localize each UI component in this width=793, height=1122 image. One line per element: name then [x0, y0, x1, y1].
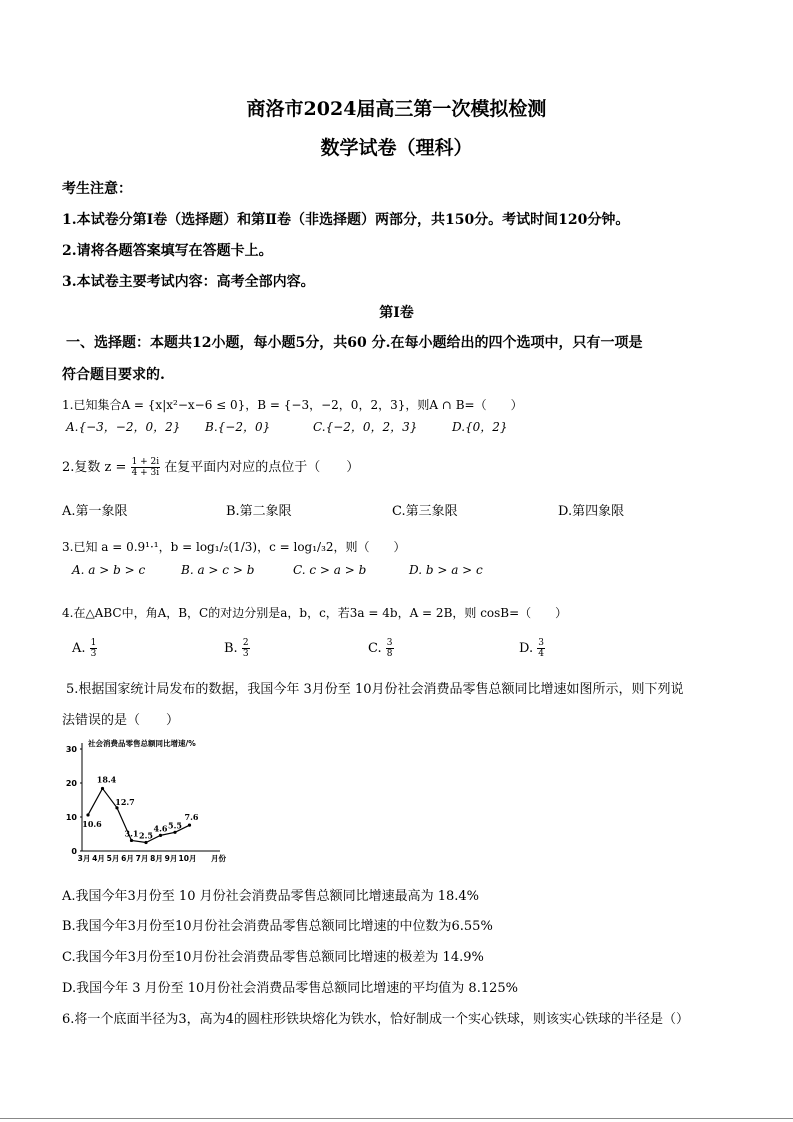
page-bottom-border	[0, 1118, 793, 1119]
question-4-stem: 4.在△ABC中，角A，B，C的对边分别是a，b，c，若3a = 4b，A = 2B，则 cosB=（ ）	[62, 606, 568, 620]
x-tick-label: 3月	[77, 854, 91, 863]
question-5-stem-cont: 法错误的是（ ）	[62, 713, 180, 728]
q1-option-a: A.{−3，−2，0，2}	[66, 420, 181, 434]
q2-option-a: A.第一象限	[62, 504, 128, 519]
x-tick-label: 10月	[178, 854, 197, 863]
q2-fraction-den: 4 + 3i	[131, 468, 160, 478]
data-label: 12.7	[115, 796, 135, 807]
q1-option-c: C.{−2，0，2，3}	[313, 420, 418, 434]
notice-item: 2.请将各题答案填写在答题卡上。	[62, 243, 273, 259]
y-tick-label: 10	[65, 813, 77, 822]
y-tick-label: 20	[65, 779, 77, 788]
q2-fraction	[131, 457, 161, 478]
frac-num: 3	[386, 638, 393, 648]
x-tick-label: 9月	[164, 854, 178, 863]
q4-option-a-frac	[90, 638, 98, 659]
q3-option-a: A. a > b > c	[72, 563, 146, 577]
frac-den: 4	[538, 649, 544, 659]
growth-line-chart	[62, 735, 232, 865]
q2-option-b: B.第二象限	[226, 504, 292, 519]
data-label: 5.5	[168, 820, 182, 831]
q2-option-d: D.第四象限	[558, 504, 625, 519]
q4-option-d-frac	[537, 638, 545, 659]
data-label: 7.6	[184, 812, 199, 823]
q1-option-d: D.{0，2}	[452, 420, 508, 434]
frac-den: 3	[90, 649, 97, 659]
notice-heading: 考生注意：	[62, 181, 132, 197]
x-axis-label: 月份	[211, 854, 226, 863]
chart-title: 社会消费品零售总额同比增速/%	[88, 739, 196, 748]
notice-item: 3.本试卷主要考试内容：高考全部内容。	[62, 274, 315, 290]
volume-title: 第Ⅰ卷	[379, 305, 414, 321]
q4-option-b	[224, 638, 250, 659]
data-label: 4.6	[153, 823, 168, 834]
frac-den: 8	[386, 649, 393, 659]
q4-option-c-label: C.	[368, 641, 382, 656]
question-6-stem: 6.将一个底面半径为3，高为4的圆柱形铁块熔化为铁水，恰好制成一个实心铁球，则该实心铁球的半径是（）	[62, 1012, 689, 1027]
q4-option-d	[519, 638, 545, 659]
q3-option-b: B. a > c > b	[181, 563, 255, 577]
data-point	[86, 813, 89, 816]
question-1-stem: 1.已知集合A = {x|x²−x−6 ≤ 0}，B = {−3，−2，0，2，3}，则A ∩ B=（ ）	[62, 398, 523, 412]
q1-option-b: B.{−2，0}	[205, 420, 271, 434]
y-tick-label: 30	[65, 745, 77, 754]
data-point	[101, 787, 104, 790]
q4-option-a	[72, 638, 97, 659]
data-label: 18.4	[96, 774, 117, 785]
q2-prefix: 2.复数 z =	[62, 460, 127, 475]
data-point	[159, 834, 162, 837]
data-label: 10.6	[82, 818, 102, 829]
q5-option-c: C.我国今年3月份至10月份社会消费品零售总额同比增速的极差为 14.9%	[62, 950, 484, 965]
q3-option-c: C. c > a > b	[293, 563, 367, 577]
q3-option-d: D. b > a > c	[409, 563, 483, 577]
x-tick-label: 6月	[121, 854, 134, 863]
question-2-stem	[62, 456, 359, 478]
question-5-stem: 5.根据国家统计局发布的数据，我国今年 3月份至 10月份社会消费品零售总额同比增速如图所示，则下列说	[66, 682, 684, 697]
data-point	[144, 841, 147, 844]
data-point	[173, 831, 176, 834]
x-tick-label: 8月	[150, 854, 163, 863]
q5-option-d: D.我国今年 3 月份至 10月份社会消费品零售总额同比增速的平均值为 8.125%	[62, 981, 519, 996]
q5-option-a: A.我国今年3月份至 10 月份社会消费品零售总额同比增速最高为 18.4%	[62, 889, 480, 904]
q4-option-c-frac	[386, 638, 394, 659]
frac-num: 1	[90, 638, 97, 648]
q4-option-a-label: A.	[72, 641, 86, 656]
notice-item: 1.本试卷分第Ⅰ卷（选择题）和第Ⅱ卷（非选择题）两部分，共150分。考试时间120分钟。	[62, 212, 630, 228]
question-3-stem: 3.已知 a = 0.9¹·¹，b = log₁/₂(1/3)，c = log₁/₃2，则（ ）	[62, 540, 406, 554]
data-point	[188, 824, 191, 827]
q2-fraction-num: 1 + 2i	[131, 457, 160, 467]
x-tick-label: 4月	[92, 854, 105, 863]
page-title: 商洛市2024届高三第一次模拟检测	[246, 98, 547, 120]
q4-option-b-frac	[242, 638, 250, 659]
section-heading: 一、选择题：本题共12小题，每小题5分，共60 分.在每小题给出的四个选项中，只有一项是	[66, 335, 643, 351]
x-tick-label: 7月	[135, 854, 149, 863]
frac-num: 2	[242, 638, 249, 648]
frac-num: 3	[538, 638, 544, 648]
x-tick-label: 5月	[106, 854, 120, 863]
page-subtitle: 数学试卷（理科）	[320, 137, 473, 159]
q5-option-b: B.我国今年3月份至10月份社会消费品零售总额同比增速的中位数为6.55%	[62, 919, 493, 934]
data-point	[130, 839, 133, 842]
q4-option-c	[368, 638, 394, 659]
q4-option-b-label: B.	[224, 641, 238, 656]
section-heading-cont: 符合题目要求的.	[62, 367, 165, 383]
data-label: 2.5	[139, 830, 153, 841]
frac-den: 3	[242, 649, 249, 659]
q2-suffix: 在复平面内对应的点位于（ ）	[164, 460, 360, 475]
q2-option-c: C.第三象限	[392, 504, 458, 519]
q4-option-d-label: D.	[519, 641, 534, 656]
data-label: 3.1	[124, 828, 139, 839]
y-tick-label: 0	[71, 847, 77, 856]
